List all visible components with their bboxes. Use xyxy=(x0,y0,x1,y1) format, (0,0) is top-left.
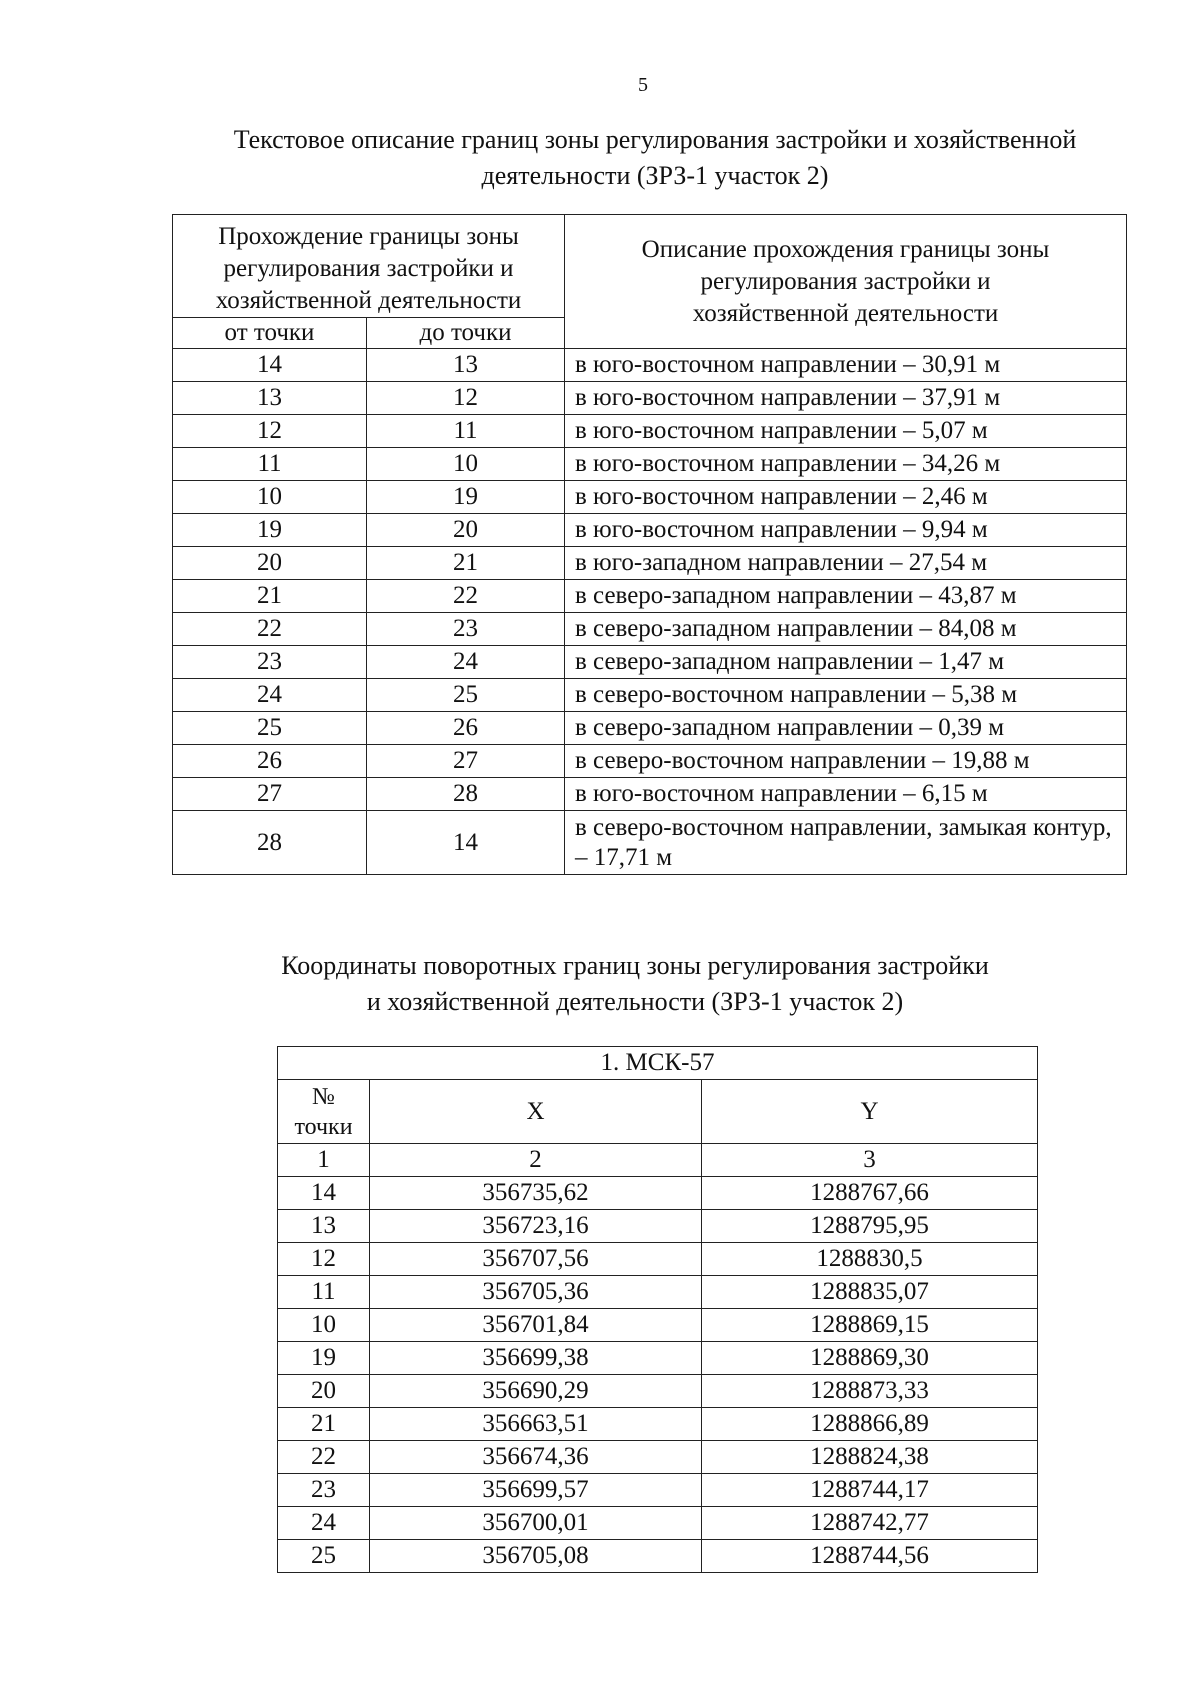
x-coordinate-cell: 356699,38 xyxy=(370,1342,702,1375)
to-point-cell: 25 xyxy=(367,679,565,712)
from-point-cell: 23 xyxy=(173,646,367,679)
point-number-cell: 14 xyxy=(278,1177,370,1210)
from-point-cell: 22 xyxy=(173,613,367,646)
title-line: деятельности (ЗРЗ-1 участок 2) xyxy=(481,161,829,190)
coordinate-rows xyxy=(278,1177,1038,1573)
table-row xyxy=(173,514,1127,547)
to-point-cell: 28 xyxy=(367,778,565,811)
header-boundary-passage: Прохождение границы зоны регулирования застройки и хозяйственной деятельности xyxy=(173,215,565,318)
y-coordinate-cell: 1288767,66 xyxy=(702,1177,1038,1210)
table-row xyxy=(173,448,1127,481)
description-cell: в юго-восточном направлении – 30,91 м xyxy=(565,349,1127,382)
description-cell: в северо-западном направлении – 84,08 м xyxy=(565,613,1127,646)
table-row xyxy=(173,778,1127,811)
from-point-cell: 13 xyxy=(173,382,367,415)
title-line: Координаты поворотных границ зоны регулирования застройки xyxy=(281,951,989,980)
to-point-cell: 10 xyxy=(367,448,565,481)
from-point-cell: 20 xyxy=(173,547,367,580)
from-point-cell: 12 xyxy=(173,415,367,448)
point-number-cell: 23 xyxy=(278,1474,370,1507)
boundary-rows xyxy=(173,349,1127,875)
table-row xyxy=(278,1342,1038,1375)
y-coordinate-cell: 1288869,30 xyxy=(702,1342,1038,1375)
table-row xyxy=(278,1474,1038,1507)
point-number-cell: 10 xyxy=(278,1309,370,1342)
y-coordinate-cell: 1288795,95 xyxy=(702,1210,1038,1243)
table-row xyxy=(278,1276,1038,1309)
y-coordinate-cell: 1288869,15 xyxy=(702,1309,1038,1342)
header-x: X xyxy=(370,1080,702,1144)
from-point-cell: 25 xyxy=(173,712,367,745)
table-row xyxy=(173,679,1127,712)
y-coordinate-cell: 1288744,56 xyxy=(702,1540,1038,1573)
column-number: 2 xyxy=(370,1144,702,1177)
table-row xyxy=(173,349,1127,382)
table-row xyxy=(278,1309,1038,1342)
table-row xyxy=(173,382,1127,415)
header-boundary-description: Описание прохождения границы зоны регулирования застройки и хозяйственной деятельности xyxy=(565,215,1127,349)
from-point-cell: 19 xyxy=(173,514,367,547)
header-to-point: до точки xyxy=(367,318,565,349)
x-coordinate-cell: 356690,29 xyxy=(370,1375,702,1408)
point-number-cell: 19 xyxy=(278,1342,370,1375)
y-coordinate-cell: 1288824,38 xyxy=(702,1441,1038,1474)
column-number: 3 xyxy=(702,1144,1038,1177)
to-point-cell: 24 xyxy=(367,646,565,679)
description-cell: в юго-восточном направлении – 9,94 м xyxy=(565,514,1127,547)
title-line: и хозяйственной деятельности (ЗРЗ-1 участок 2) xyxy=(366,987,904,1016)
coordinates-table xyxy=(277,1046,1038,1573)
table-row xyxy=(173,415,1127,448)
table-row xyxy=(278,1243,1038,1276)
y-coordinate-cell: 1288744,17 xyxy=(702,1474,1038,1507)
point-number-cell: 22 xyxy=(278,1441,370,1474)
x-coordinate-cell: 356674,36 xyxy=(370,1441,702,1474)
table-row xyxy=(173,712,1127,745)
table-row xyxy=(278,1507,1038,1540)
description-cell: в северо-западном направлении – 1,47 м xyxy=(565,646,1127,679)
title-line: Текстовое описание границ зоны регулирования застройки и хозяйственной xyxy=(233,125,1077,154)
to-point-cell: 23 xyxy=(367,613,565,646)
description-cell: в юго-восточном направлении – 5,07 м xyxy=(565,415,1127,448)
to-point-cell: 13 xyxy=(367,349,565,382)
column-number: 1 xyxy=(278,1144,370,1177)
from-point-cell: 24 xyxy=(173,679,367,712)
point-number-cell: 13 xyxy=(278,1210,370,1243)
table-row xyxy=(278,1375,1038,1408)
from-point-cell: 21 xyxy=(173,580,367,613)
header-y: Y xyxy=(702,1080,1038,1144)
table-row xyxy=(278,1210,1038,1243)
from-point-cell: 11 xyxy=(173,448,367,481)
description-cell: в северо-западном направлении – 43,87 м xyxy=(565,580,1127,613)
to-point-cell: 26 xyxy=(367,712,565,745)
to-point-cell: 12 xyxy=(367,382,565,415)
to-point-cell: 21 xyxy=(367,547,565,580)
from-point-cell: 28 xyxy=(173,811,367,875)
coordinate-system: 1. МСК-57 xyxy=(278,1047,1038,1080)
from-point-cell: 14 xyxy=(173,349,367,382)
description-cell: в северо-восточном направлении – 19,88 м xyxy=(565,745,1127,778)
y-coordinate-cell: 1288742,77 xyxy=(702,1507,1038,1540)
page-number: 5 xyxy=(638,74,648,96)
point-number-cell: 25 xyxy=(278,1540,370,1573)
description-cell: в юго-восточном направлении – 6,15 м xyxy=(565,778,1127,811)
y-coordinate-cell: 1288830,5 xyxy=(702,1243,1038,1276)
point-number-cell: 21 xyxy=(278,1408,370,1441)
point-number-cell: 11 xyxy=(278,1276,370,1309)
table-row xyxy=(173,547,1127,580)
x-coordinate-cell: 356705,36 xyxy=(370,1276,702,1309)
x-coordinate-cell: 356700,01 xyxy=(370,1507,702,1540)
to-point-cell: 22 xyxy=(367,580,565,613)
y-coordinate-cell: 1288873,33 xyxy=(702,1375,1038,1408)
coordinates-title xyxy=(215,948,1055,1020)
table-row xyxy=(173,580,1127,613)
header-from-point: от точки xyxy=(173,318,367,349)
description-cell: в северо-западном направлении – 0,39 м xyxy=(565,712,1127,745)
table-row xyxy=(173,613,1127,646)
x-coordinate-cell: 356701,84 xyxy=(370,1309,702,1342)
from-point-cell: 10 xyxy=(173,481,367,514)
x-coordinate-cell: 356699,57 xyxy=(370,1474,702,1507)
description-cell: в юго-восточном направлении – 34,26 м xyxy=(565,448,1127,481)
description-cell: в юго-восточном направлении – 2,46 м xyxy=(565,481,1127,514)
table-row xyxy=(173,646,1127,679)
from-point-cell: 26 xyxy=(173,745,367,778)
x-coordinate-cell: 356723,16 xyxy=(370,1210,702,1243)
table-row xyxy=(278,1177,1038,1210)
to-point-cell: 20 xyxy=(367,514,565,547)
table-row xyxy=(278,1408,1038,1441)
to-point-cell: 14 xyxy=(367,811,565,875)
point-number-cell: 24 xyxy=(278,1507,370,1540)
table-row xyxy=(173,745,1127,778)
description-cell: в северо-восточном направлении – 5,38 м xyxy=(565,679,1127,712)
header-point-number: № точки xyxy=(278,1080,370,1144)
description-cell: в юго-восточном направлении – 37,91 м xyxy=(565,382,1127,415)
description-cell: в северо-восточном направлении, замыкая контур, – 17,71 м xyxy=(565,811,1127,875)
to-point-cell: 11 xyxy=(367,415,565,448)
table-row xyxy=(278,1441,1038,1474)
to-point-cell: 27 xyxy=(367,745,565,778)
from-point-cell: 27 xyxy=(173,778,367,811)
table-row xyxy=(278,1540,1038,1573)
table-row xyxy=(173,811,1127,875)
x-coordinate-cell: 356707,56 xyxy=(370,1243,702,1276)
y-coordinate-cell: 1288866,89 xyxy=(702,1408,1038,1441)
y-coordinate-cell: 1288835,07 xyxy=(702,1276,1038,1309)
description-cell: в юго-западном направлении – 27,54 м xyxy=(565,547,1127,580)
to-point-cell: 19 xyxy=(367,481,565,514)
x-coordinate-cell: 356705,08 xyxy=(370,1540,702,1573)
point-number-cell: 20 xyxy=(278,1375,370,1408)
boundary-description-title xyxy=(140,122,1170,194)
table-row xyxy=(173,481,1127,514)
point-number-cell: 12 xyxy=(278,1243,370,1276)
boundary-description-table xyxy=(172,214,1127,875)
x-coordinate-cell: 356663,51 xyxy=(370,1408,702,1441)
x-coordinate-cell: 356735,62 xyxy=(370,1177,702,1210)
